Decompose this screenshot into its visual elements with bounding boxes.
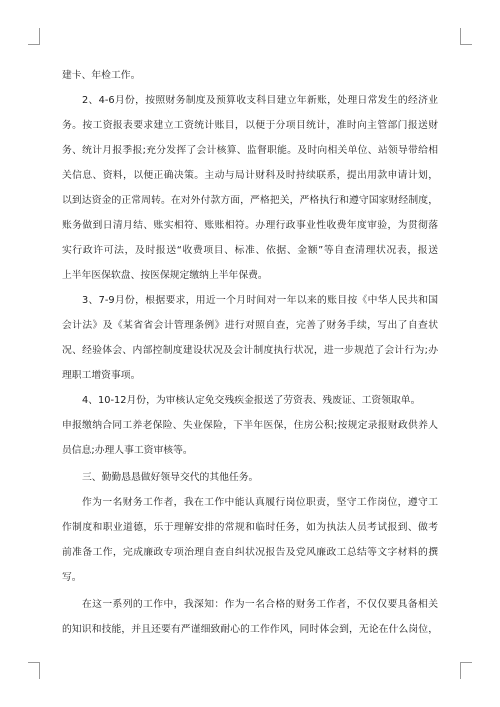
crop-mark-top-right bbox=[460, 28, 472, 45]
text-line: 上半年医保软盘、按医保规定缴纳上半年保费。 bbox=[62, 270, 268, 281]
text-line: 会计法》及《某省省会计管理条例》进行对照自查，完善了财务手续，写出了自查状 bbox=[62, 320, 438, 331]
text-line: 况、经验体会、内部控制度建设状况及会计制度执行状况，进一步规范了会计行为;办 bbox=[62, 345, 438, 356]
text-line: 4、10-12月份，为审核认定免交残疾金报送了劳资表、残废证、工资领取单。 bbox=[82, 395, 421, 406]
paragraph-item-3 bbox=[62, 288, 438, 388]
paragraph-item-2 bbox=[62, 88, 438, 288]
text-line: 申报缴纳合同工养老保险、失业保险，下半年医保，住房公积;按规定录报财政供养人 bbox=[62, 420, 438, 431]
text-line: 建卡、年检工作。 bbox=[62, 70, 141, 81]
body-text bbox=[62, 63, 438, 642]
text-line: 前准备工作，完成廉政专项治理自查自纠状况报告及党风廉政工总结等文字材料的撰 bbox=[62, 547, 438, 558]
paragraph-item-4 bbox=[62, 388, 438, 463]
text-line: 的知识和技能，并且还要有严谨细致耐心的工作作风，同时体会到，无论在什么岗位， bbox=[62, 624, 438, 635]
text-line: 务。按工资报表要求建立工资统计账目，以便于分项目统计，准时向主管部门报送财 bbox=[62, 120, 438, 131]
text-line: 作制度和职业道德，乐于理解安排的常规和临时任务，如为执法人员考试报到、做考 bbox=[62, 522, 438, 533]
text-line: 账务做到日清月结、账实相符、账账相符。办理行政事业性收费年度审验，为贯彻落 bbox=[62, 220, 438, 231]
text-line: 作为一名财务工作者，我在工作中能认真履行岗位职责，坚守工作岗位，遵守工 bbox=[82, 497, 438, 508]
section-heading bbox=[62, 465, 438, 490]
text-line: 在这一系列的工作中，我深知：作为一名合格的财务工作者，不仅仅要具备相关 bbox=[82, 599, 438, 610]
text-line: 员信息;办理人事工资审核等。 bbox=[62, 445, 193, 456]
paragraph-body bbox=[62, 490, 438, 590]
crop-mark-bottom-left bbox=[28, 662, 40, 679]
text-line: 3、7-9月份，根据要求，用近一个月时间对一年以来的账目按《中华人民共和国 bbox=[82, 295, 438, 306]
text-line: 关信息、资料，以便正确决策。主动与局计财科及时持续联系，提出用款申请计划， bbox=[62, 170, 438, 181]
text-line: 写。 bbox=[62, 572, 82, 583]
text-line: 务、统计月报季报;充分发挥了会计核算、监督职能。及时向相关单位、站领导带给相 bbox=[62, 145, 438, 156]
crop-mark-bottom-right bbox=[460, 662, 472, 679]
paragraph-body bbox=[62, 592, 438, 642]
text-line: 实行政许可法，及时报送“收费项目、标准、依据、金额”等自查清理状况表，报送 bbox=[62, 245, 438, 256]
text-line: 理职工增资事项。 bbox=[62, 370, 141, 381]
paragraph-continuation bbox=[62, 63, 438, 88]
crop-mark-top-left bbox=[28, 28, 40, 45]
text-line: 以到达资金的正常周转。在对外付款方面，严格把关，严格执行和遵守国家财经制度， bbox=[62, 195, 438, 206]
text-line: 三、勤勤恳恳做好领导交代的其他任务。 bbox=[82, 472, 259, 483]
text-line: 2、4-6月份，按照财务制度及预算收支科目建立年新账，处理日常发生的经济业 bbox=[82, 95, 438, 106]
